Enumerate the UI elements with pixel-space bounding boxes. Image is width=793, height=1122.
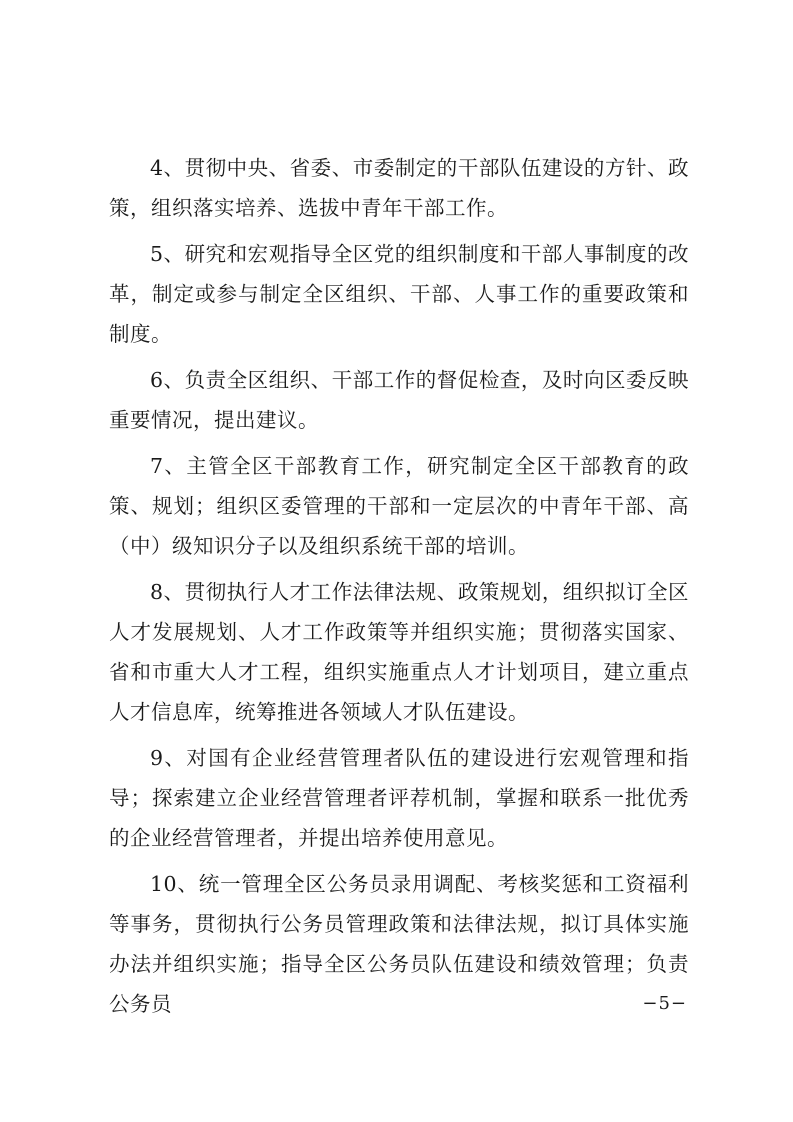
paragraph-item-4: 4、贯彻中央、省委、市委制定的干部队伍建设的方针、政策，组织落实培养、选拔中青年干部工作。 xyxy=(109,156,689,220)
paragraph-item-9: 9、对国有企业经营管理者队伍的建设进行宏观管理和指导；探索建立企业经营管理者评荐机制，掌握和联系一批优秀的企业经营管理者，并提出培养使用意见。 xyxy=(109,746,689,850)
paragraph-item-10: 10、统一管理全区公务员录用调配、考核奖惩和工资福利等事务，贯彻执行公务员管理政策和法律法规，拟订具体实施办法并组织实施；指导全区公务员队伍建设和绩效管理；负责公务员 xyxy=(109,872,689,1016)
paragraph-item-5: 5、研究和宏观指导全区党的组织制度和干部人事制度的改革，制定或参与制定全区组织、干部、人事工作的重要政策和制度。 xyxy=(109,242,689,346)
page-number: −5− xyxy=(642,993,687,1014)
body-text xyxy=(109,148,689,1030)
paragraph-item-8: 8、贯彻执行人才工作法律法规、政策规划，组织拟订全区人才发展规划、人才工作政策等并组织实施；贯彻落实国家、省和市重大人才工程，组织实施重点人才计划项目，建立重点人才信息库，统筹推进各领域人才队伍建设。 xyxy=(109,580,689,724)
paragraph-item-6: 6、负责全区组织、干部工作的督促检查，及时向区委反映重要情况，提出建议。 xyxy=(109,368,689,432)
paragraph-item-7: 7、主管全区干部教育工作，研究制定全区干部教育的政策、规划；组织区委管理的干部和一定层次的中青年干部、高（中）级知识分子以及组织系统干部的培训。 xyxy=(109,454,689,558)
